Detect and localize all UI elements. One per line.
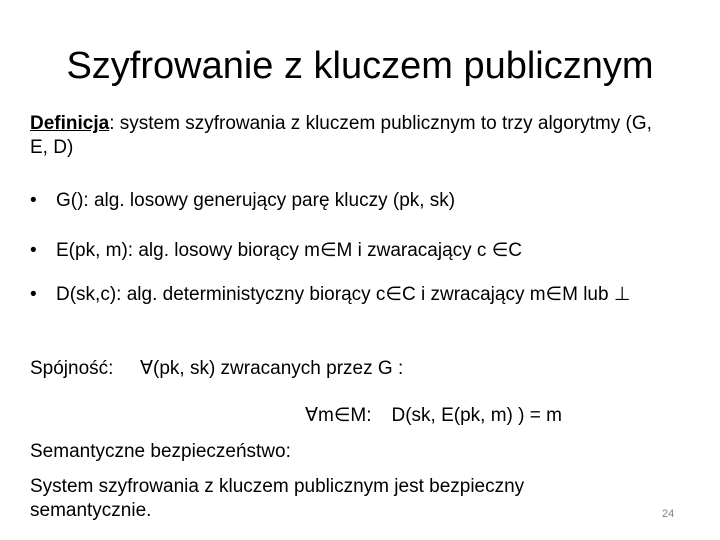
bullet-marker: • xyxy=(30,190,37,211)
semantic-security-text: System szyfrowania z kluczem publicznym jest bezpieczny semantycznie. xyxy=(30,476,525,521)
bullet-text: G(): alg. losowy generujący parę kluczy (pk, sk) xyxy=(56,190,456,211)
bullet-text: D(sk,c): alg. deterministyczny biorący c∈C i zwracający m∈M lub ⊥ xyxy=(56,284,631,305)
correctness-formula xyxy=(305,404,562,428)
definition-text: : system szyfrowania z kluczem publicznym to trzy algorytmy (G, E, D) xyxy=(30,113,652,158)
formula-equation: D(sk, E(pk, m) ) = m xyxy=(391,405,562,426)
bullet-marker: • xyxy=(30,240,37,261)
definition-paragraph xyxy=(30,112,670,160)
slide-title: Szyfrowanie z kluczem publicznym xyxy=(66,45,654,87)
definition-label: Definicja xyxy=(30,113,110,134)
consistency-text: ∀(pk, sk) zwracanych przez G : xyxy=(140,358,404,379)
consistency-line xyxy=(30,357,403,381)
semantic-security-heading: Semantyczne bezpieczeństwo: xyxy=(30,441,291,462)
formula-quantifier: ∀m∈M: xyxy=(305,405,372,426)
bullet-text: E(pk, m): alg. losowy biorący m∈M i zwaracający c ∈C xyxy=(56,240,522,261)
consistency-label: Spójność: xyxy=(30,358,114,379)
bullet-marker: • xyxy=(30,284,37,305)
page-number: 24 xyxy=(662,508,675,520)
